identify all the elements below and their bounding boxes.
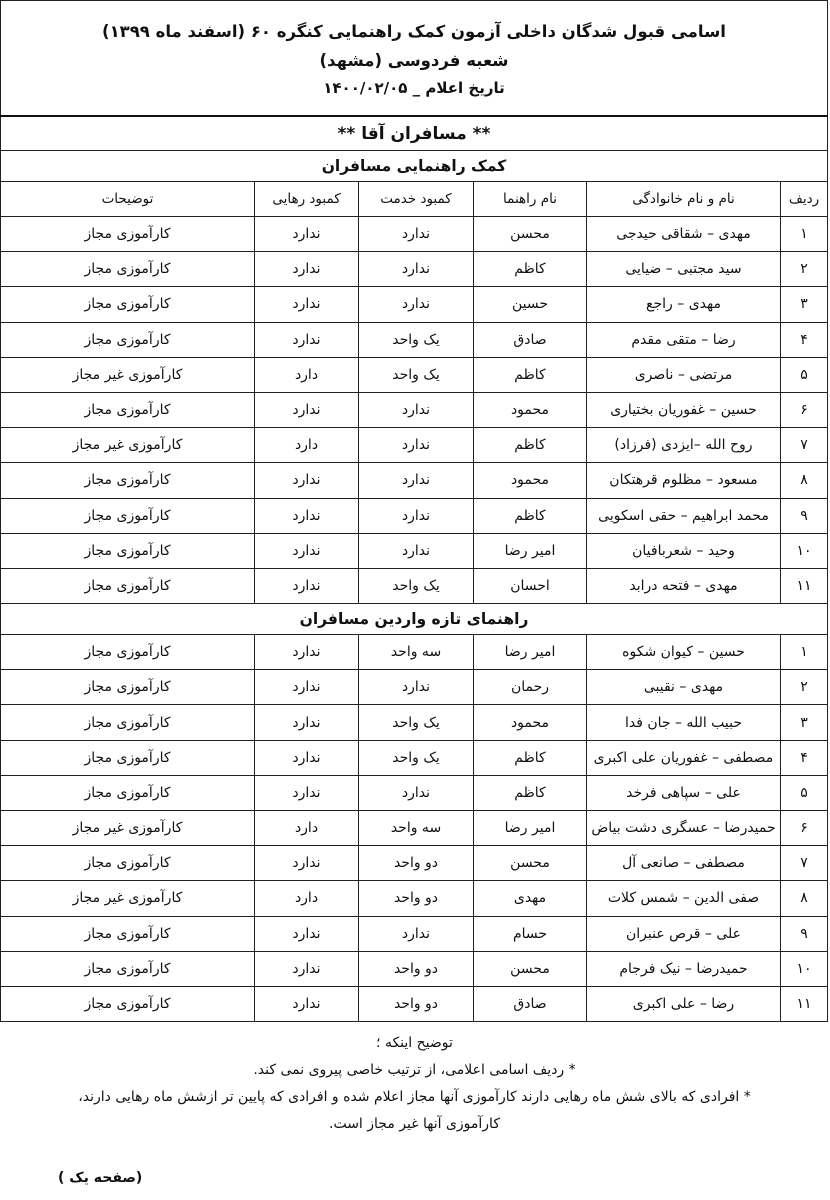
cell-row-number: ۸	[781, 881, 828, 916]
cell-full-name: مصطفی – صانعی آل	[587, 846, 781, 881]
table-row	[1, 498, 828, 533]
cell-full-name: مسعود – مظلوم قرهتکان	[587, 463, 781, 498]
cell-full-name: مهدی – شقاقی حیدجی	[587, 217, 781, 252]
cell-note: کارآموزی غیر مجاز	[1, 881, 255, 916]
cell-full-name: مهدی – نقیبی	[587, 670, 781, 705]
col-header-name: نام و نام خانوادگی	[587, 182, 781, 217]
cell-full-name: علی – قرص عنبران	[587, 916, 781, 951]
cell-note: کارآموزی مجاز	[1, 740, 255, 775]
cell-full-name: حمیدرضا – نیک فرجام	[587, 951, 781, 986]
cell-row-number: ۹	[781, 498, 828, 533]
cell-row-number: ۶	[781, 392, 828, 427]
cell-service-deficit: یک واحد	[359, 357, 474, 392]
cell-release-deficit: ندارد	[255, 463, 359, 498]
table-row	[1, 568, 828, 603]
table-row	[1, 705, 828, 740]
cell-note: کارآموزی مجاز	[1, 568, 255, 603]
group1-title: کمک راهنمایی مسافران	[1, 151, 828, 182]
cell-row-number: ۱۱	[781, 986, 828, 1021]
cell-note: کارآموزی مجاز	[1, 916, 255, 951]
table-row	[1, 217, 828, 252]
cell-guide-name: حسین	[474, 287, 587, 322]
cell-row-number: ۶	[781, 811, 828, 846]
cell-service-deficit: ندارد	[359, 287, 474, 322]
table-row	[1, 428, 828, 463]
cell-release-deficit: ندارد	[255, 740, 359, 775]
cell-service-deficit: یک واحد	[359, 568, 474, 603]
cell-release-deficit: ندارد	[255, 252, 359, 287]
cell-note: کارآموزی مجاز	[1, 463, 255, 498]
cell-note: کارآموزی مجاز	[1, 951, 255, 986]
cell-release-deficit: ندارد	[255, 916, 359, 951]
cell-service-deficit: دو واحد	[359, 986, 474, 1021]
cell-service-deficit: ندارد	[359, 428, 474, 463]
cell-row-number: ۸	[781, 463, 828, 498]
notes-line-1: * ردیف اسامی اعلامی، از ترتیب خاصی پیروی نمی کند.	[253, 1062, 576, 1079]
notes-line-3: کارآموزی آنها غیر مجاز است.	[329, 1116, 500, 1133]
table-row	[1, 846, 828, 881]
table-row	[1, 881, 828, 916]
cell-guide-name: محسن	[474, 846, 587, 881]
col-header-row-number: ردیف	[781, 182, 828, 217]
cell-note: کارآموزی مجاز	[1, 635, 255, 670]
cell-guide-name: محسن	[474, 951, 587, 986]
notes-line-2: * افرادی که بالای شش ماه رهایی دارند کارآموزی آنها مجاز اعلام شده و افرادی که پایین تر ازشش ماه رهایی دارند،	[78, 1089, 751, 1106]
page-label: (صفحه یک )	[58, 1170, 143, 1186]
cell-guide-name: کاظم	[474, 357, 587, 392]
cell-note: کارآموزی مجاز	[1, 705, 255, 740]
cell-guide-name: محمود	[474, 392, 587, 427]
cell-full-name: حسین – غفوریان بختیاری	[587, 392, 781, 427]
cell-row-number: ۱	[781, 635, 828, 670]
table-row	[1, 670, 828, 705]
cell-service-deficit: سه واحد	[359, 635, 474, 670]
cell-full-name: مصطفی – غفوریان علی اکبری	[587, 740, 781, 775]
cell-note: کارآموزی مجاز	[1, 670, 255, 705]
cell-row-number: ۱۰	[781, 533, 828, 568]
cell-service-deficit: ندارد	[359, 498, 474, 533]
branch-name: شعبه فردوسی (مشهد)	[319, 50, 509, 70]
table-row	[1, 740, 828, 775]
group1-title-row	[1, 151, 828, 182]
cell-release-deficit: ندارد	[255, 533, 359, 568]
cell-service-deficit: یک واحد	[359, 705, 474, 740]
notes-heading: توضیح اینکه ؛	[376, 1035, 453, 1052]
table-row	[1, 986, 828, 1021]
section-title-row	[1, 116, 828, 151]
cell-full-name: روح الله –ایزدی (فرزاد)	[587, 428, 781, 463]
cell-guide-name: امیر رضا	[474, 533, 587, 568]
cell-service-deficit: سه واحد	[359, 811, 474, 846]
cell-guide-name: صادق	[474, 986, 587, 1021]
cell-full-name: علی – سپاهی فرخد	[587, 775, 781, 810]
cell-full-name: مهدی – راجع	[587, 287, 781, 322]
cell-guide-name: احسان	[474, 568, 587, 603]
cell-guide-name: کاظم	[474, 775, 587, 810]
cell-service-deficit: ندارد	[359, 252, 474, 287]
cell-guide-name: کاظم	[474, 498, 587, 533]
cell-row-number: ۵	[781, 357, 828, 392]
col-header-service-deficit: کمبود خدمت	[359, 182, 474, 217]
cell-full-name: حسین – کیوان شکوه	[587, 635, 781, 670]
cell-release-deficit: ندارد	[255, 775, 359, 810]
cell-service-deficit: ندارد	[359, 392, 474, 427]
announce-date: تاریخ اعلام _ ۱۴۰۰/۰۲/۰۵	[323, 78, 505, 97]
cell-row-number: ۳	[781, 705, 828, 740]
cell-full-name: حمیدرضا – عسگری دشت بیاض	[587, 811, 781, 846]
cell-row-number: ۷	[781, 428, 828, 463]
cell-service-deficit: دو واحد	[359, 881, 474, 916]
table-row	[1, 635, 828, 670]
table-row	[1, 392, 828, 427]
cell-full-name: وحید – شعربافیان	[587, 533, 781, 568]
table-row	[1, 287, 828, 322]
cell-guide-name: حسام	[474, 916, 587, 951]
cell-release-deficit: ندارد	[255, 322, 359, 357]
cell-release-deficit: ندارد	[255, 392, 359, 427]
col-header-notes: توضیحات	[1, 182, 255, 217]
table-row	[1, 533, 828, 568]
group2-title: راهنمای تازه واردین مسافران	[1, 604, 828, 635]
cell-service-deficit: ندارد	[359, 916, 474, 951]
cell-row-number: ۱۱	[781, 568, 828, 603]
table-row	[1, 951, 828, 986]
cell-row-number: ۷	[781, 846, 828, 881]
cell-note: کارآموزی غیر مجاز	[1, 357, 255, 392]
cell-service-deficit: ندارد	[359, 463, 474, 498]
cell-guide-name: محسن	[474, 217, 587, 252]
cell-service-deficit: یک واحد	[359, 322, 474, 357]
table-row	[1, 357, 828, 392]
cell-row-number: ۲	[781, 252, 828, 287]
cell-release-deficit: دارد	[255, 811, 359, 846]
cell-note: کارآموزی غیر مجاز	[1, 811, 255, 846]
cell-release-deficit: دارد	[255, 881, 359, 916]
cell-service-deficit: دو واحد	[359, 846, 474, 881]
cell-guide-name: امیر رضا	[474, 811, 587, 846]
cell-full-name: مهدی – فتحه درابد	[587, 568, 781, 603]
table-row	[1, 322, 828, 357]
cell-note: کارآموزی مجاز	[1, 322, 255, 357]
cell-note: کارآموزی مجاز	[1, 217, 255, 252]
cell-note: کارآموزی مجاز	[1, 986, 255, 1021]
cell-service-deficit: ندارد	[359, 533, 474, 568]
cell-full-name: مرتضی – ناصری	[587, 357, 781, 392]
cell-note: کارآموزی مجاز	[1, 533, 255, 568]
cell-full-name: حبیب الله – جان فدا	[587, 705, 781, 740]
cell-guide-name: رحمان	[474, 670, 587, 705]
cell-note: کارآموزی مجاز	[1, 775, 255, 810]
cell-service-deficit: ندارد	[359, 775, 474, 810]
cell-guide-name: کاظم	[474, 252, 587, 287]
cell-note: کارآموزی مجاز	[1, 498, 255, 533]
cell-release-deficit: ندارد	[255, 846, 359, 881]
notes-block	[1, 1030, 828, 1138]
cell-note: کارآموزی مجاز	[1, 252, 255, 287]
cell-full-name: محمد ابراهیم – حقی اسکویی	[587, 498, 781, 533]
cell-guide-name: مهدی	[474, 881, 587, 916]
cell-note: کارآموزی غیر مجاز	[1, 428, 255, 463]
col-header-release-deficit: کمبود رهایی	[255, 182, 359, 217]
cell-row-number: ۱	[781, 217, 828, 252]
cell-guide-name: صادق	[474, 322, 587, 357]
cell-service-deficit: ندارد	[359, 670, 474, 705]
cell-note: کارآموزی مجاز	[1, 392, 255, 427]
table-row	[1, 916, 828, 951]
cell-row-number: ۹	[781, 916, 828, 951]
section-title: ** مسافران آقا **	[1, 116, 828, 151]
cell-release-deficit: ندارد	[255, 670, 359, 705]
table-row	[1, 811, 828, 846]
cell-row-number: ۴	[781, 322, 828, 357]
table-row	[1, 252, 828, 287]
cell-service-deficit: یک واحد	[359, 740, 474, 775]
cell-release-deficit: ندارد	[255, 568, 359, 603]
document-header	[1, 1, 828, 117]
cell-row-number: ۴	[781, 740, 828, 775]
cell-full-name: رضا – علی اکبری	[587, 986, 781, 1021]
cell-release-deficit: ندارد	[255, 635, 359, 670]
cell-full-name: رضا – متقی مقدم	[587, 322, 781, 357]
cell-row-number: ۳	[781, 287, 828, 322]
cell-full-name: سید مجتبی – ضیایی	[587, 252, 781, 287]
cell-row-number: ۵	[781, 775, 828, 810]
document-sheet	[1, 0, 828, 1138]
table-row	[1, 775, 828, 810]
cell-guide-name: کاظم	[474, 740, 587, 775]
cell-release-deficit: دارد	[255, 428, 359, 463]
group2-title-row	[1, 604, 828, 635]
cell-release-deficit: ندارد	[255, 951, 359, 986]
cell-note: کارآموزی مجاز	[1, 846, 255, 881]
cell-release-deficit: دارد	[255, 357, 359, 392]
document-title: اسامی قبول شدگان داخلی آزمون کمک راهنمایی کنگره ۶۰ (اسفند ماه ۱۳۹۹)	[102, 21, 726, 41]
cell-guide-name: امیر رضا	[474, 635, 587, 670]
cell-row-number: ۲	[781, 670, 828, 705]
cell-release-deficit: ندارد	[255, 705, 359, 740]
cell-service-deficit: دو واحد	[359, 951, 474, 986]
cell-release-deficit: ندارد	[255, 217, 359, 252]
cell-row-number: ۱۰	[781, 951, 828, 986]
col-header-guide: نام راهنما	[474, 182, 587, 217]
cell-release-deficit: ندارد	[255, 498, 359, 533]
cell-guide-name: محمود	[474, 705, 587, 740]
cell-release-deficit: ندارد	[255, 287, 359, 322]
cell-release-deficit: ندارد	[255, 986, 359, 1021]
table-row	[1, 463, 828, 498]
cell-note: کارآموزی مجاز	[1, 287, 255, 322]
cell-full-name: صفی الدین – شمس کلات	[587, 881, 781, 916]
cell-guide-name: کاظم	[474, 428, 587, 463]
cell-guide-name: محمود	[474, 463, 587, 498]
column-header-row	[1, 182, 828, 217]
cell-service-deficit: ندارد	[359, 217, 474, 252]
